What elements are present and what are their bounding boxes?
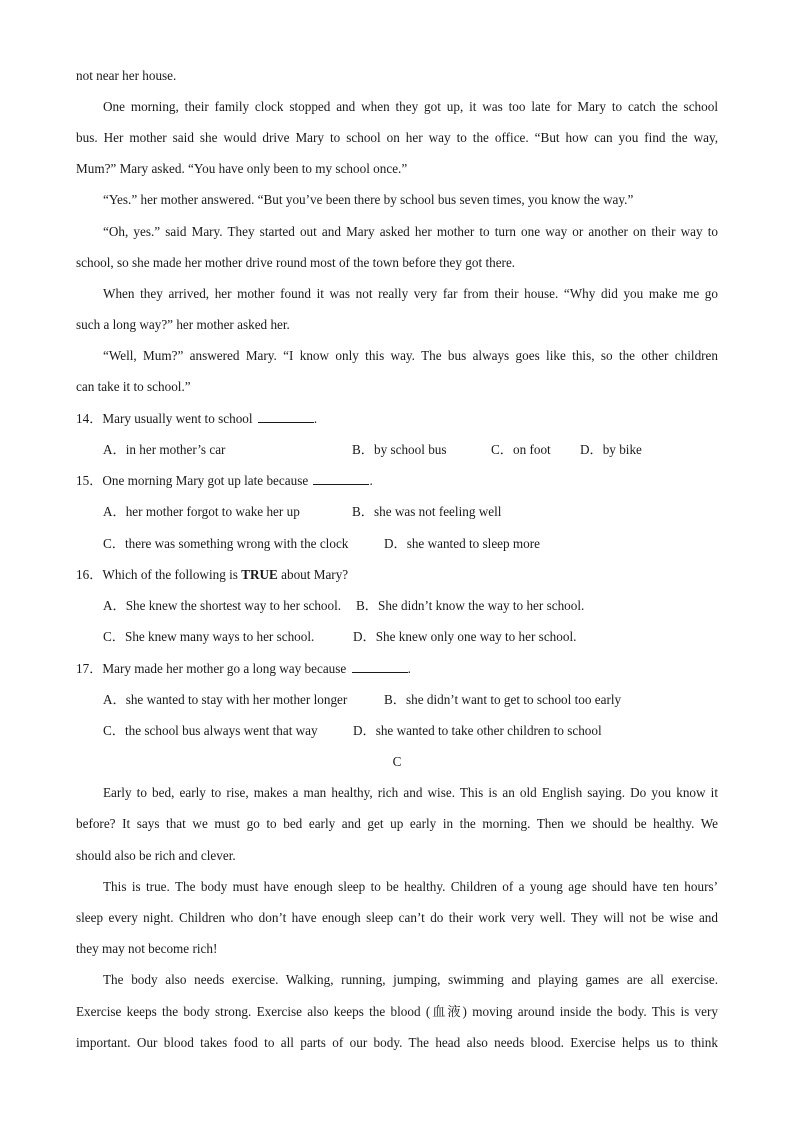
question-14: 14．Mary usually went to school .: [76, 411, 318, 426]
option-c: C．the school bus always went that way: [103, 723, 318, 738]
question-17: 17．Mary made her mother go a long way because .: [76, 661, 411, 676]
section-heading: C: [392, 754, 402, 769]
passage-line: This is true. The body must have enough sleep to be healthy. Children of a young age should have ten hours’: [103, 879, 718, 894]
passage-line: Mum?” Mary asked. “You have only been to my school once.”: [76, 161, 408, 176]
option-b: B．by school bus: [352, 442, 447, 457]
option-d: D．she wanted to take other children to school: [353, 723, 602, 738]
option-c: C．on foot: [491, 442, 551, 457]
passage-line: Exercise keeps the body strong. Exercise also keeps the blood (血液) moving around inside the body. This is very: [76, 1004, 718, 1019]
passage-line: When they arrived, her mother found it was not really very far from their house. “Why did you make me go: [103, 286, 718, 301]
passage-line: can take it to school.”: [76, 379, 191, 394]
option-c: C．She knew many ways to her school.: [103, 629, 315, 644]
passage-line: not near her house.: [76, 68, 177, 83]
passage-line: they may not become rich!: [76, 941, 218, 956]
passage-line: “Oh, yes.” said Mary. They started out and Mary asked her mother to turn one way or another on their way to: [103, 224, 718, 239]
passage-line: One morning, their family clock stopped and when they got up, it was too late for Mary to catch the school: [103, 99, 718, 114]
option-a: A．in her mother’s car: [103, 442, 226, 457]
option-a: A．She knew the shortest way to her school.: [103, 598, 342, 613]
passage-line: “Yes.” her mother answered. “But you’ve been there by school bus seven times, you know the way.”: [103, 192, 634, 207]
option-d: D．She knew only one way to her school.: [353, 629, 577, 644]
option-c: C．there was something wrong with the clock: [103, 536, 349, 551]
option-a: A．her mother forgot to wake her up: [103, 504, 300, 519]
question-stem: 14．Mary usually went to school: [76, 411, 256, 426]
answer-blank: [258, 410, 314, 423]
answer-blank: [352, 660, 408, 673]
question-16: 16．Which of the following is TRUE about Mary?: [76, 567, 349, 582]
passage-line: The body also needs exercise. Walking, running, jumping, swimming and playing games are all exercise.: [103, 972, 718, 987]
question-stem: 15．One morning Mary got up late because: [76, 473, 312, 488]
passage-line: Early to bed, early to rise, makes a man healthy, rich and wise. This is an old English saying. Do you know it: [103, 785, 718, 800]
option-b: B．She didn’t know the way to her school.: [356, 598, 585, 613]
option-a: A．she wanted to stay with her mother longer: [103, 692, 348, 707]
question-stem: 17．Mary made her mother go a long way because: [76, 661, 350, 676]
question-15: 15．One morning Mary got up late because .: [76, 473, 373, 488]
passage-line: before? It says that we must go to bed early and get up early in the morning. Then we should be healthy. We: [76, 816, 718, 831]
option-d: D．by bike: [580, 442, 642, 457]
passage-line: “Well, Mum?” answered Mary. “I know only this way. The bus always goes like this, so the other children: [103, 348, 718, 363]
passage-line: school, so she made her mother drive round most of the town before they got there.: [76, 255, 516, 270]
option-b: B．she didn’t want to get to school too early: [384, 692, 622, 707]
option-d: D．she wanted to sleep more: [384, 536, 541, 551]
passage-line: should also be rich and clever.: [76, 848, 236, 863]
passage-line: such a long way?” her mother asked her.: [76, 317, 290, 332]
option-b: B．she was not feeling well: [352, 504, 502, 519]
emphasis-true: TRUE: [241, 567, 278, 582]
passage-line: sleep every night. Children who don’t have enough sleep can’t do their work very well. They will not be wise and: [76, 910, 718, 925]
passage-line: important. Our blood takes food to all parts of our body. The head also needs blood. Exercise helps us to think: [76, 1035, 718, 1050]
passage-line: bus. Her mother said she would drive Mary to school on her way to the office. “But how can you find the way,: [76, 130, 718, 145]
answer-blank: [313, 472, 369, 485]
